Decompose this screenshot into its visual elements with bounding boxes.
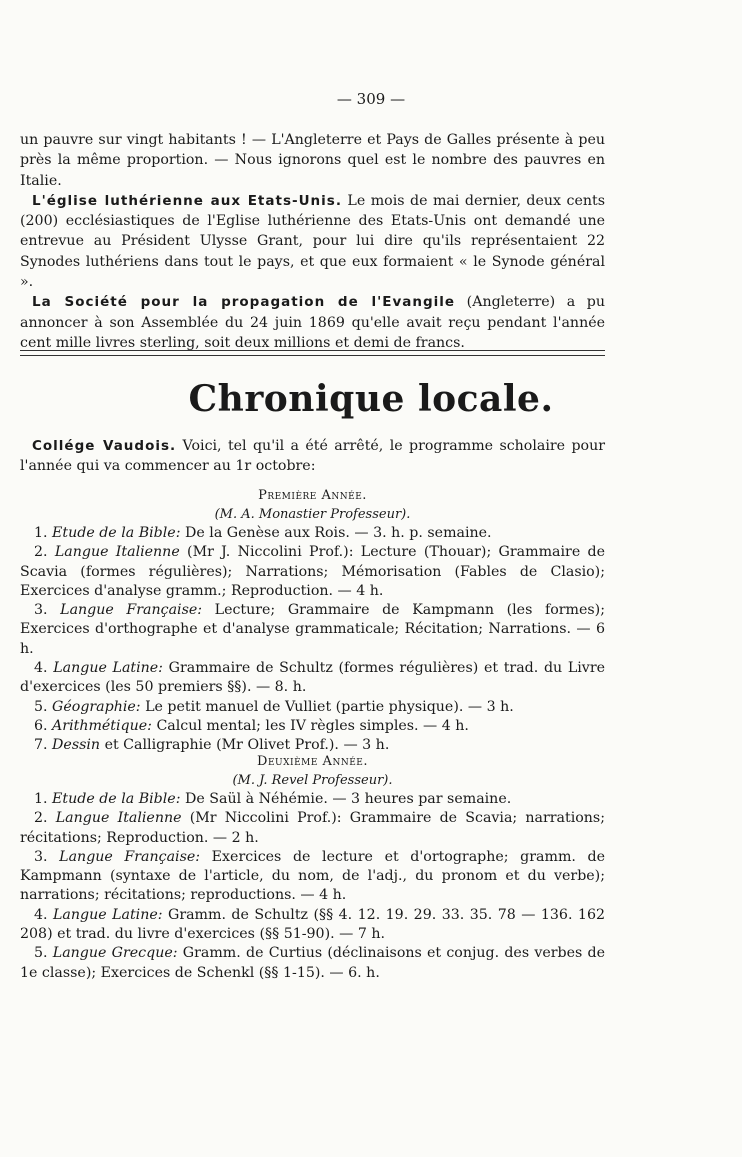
course-item xyxy=(20,601,605,659)
course-item xyxy=(20,944,605,983)
page-number: — 309 — xyxy=(336,90,406,108)
course-subject: Géographie: xyxy=(52,698,141,715)
course-subject: Langue Française: xyxy=(59,848,201,865)
course-detail: (Mr J. Niccolini Prof.): Lecture (Thouar); Grammaire de Scavia (formes régulières); Narrations; Mémorisation (Fables de Clasio); Exercices d'analyse gramm.; Reproduction. — 4 h. xyxy=(20,544,606,599)
course-detail: (Mr Niccolini Prof.): Grammaire de Scavia; narrations; récitations; Reproduction. — 2 h. xyxy=(20,810,605,846)
societe-body: (Angleterre) a pu annoncer à son Assemblée du 24 juin 1869 qu'elle avait reçu pendant l'année cent mille livres sterling, soit deux millions et demi de francs. xyxy=(20,294,605,351)
year2-section xyxy=(20,752,605,983)
course-subject: Langue Italienne xyxy=(54,544,180,561)
course-detail: Le petit manuel de Vulliet (partie physique). — 3 h. xyxy=(140,698,514,715)
college-heading: Collége Vaudois. xyxy=(32,438,177,454)
course-item xyxy=(20,906,605,945)
course-detail: Calcul mental; les IV règles simples. — 4 h. xyxy=(151,717,469,734)
course-item xyxy=(20,717,605,736)
course-detail: Grammaire de Schultz (formes régulières) et trad. du Livre d'exercices (les 50 premiers §§). — 8. h. xyxy=(20,660,605,696)
year2-list xyxy=(20,790,605,983)
course-subject: Langue Française: xyxy=(60,602,203,619)
course-number: 3. xyxy=(34,848,60,865)
course-subject: Langue Latine: xyxy=(53,660,163,677)
course-subject: Etude de la Bible: xyxy=(52,791,181,807)
course-detail: Gramm. de Curtius (déclinaisons et conjug. des verbes de 1e classe); Exercices de Schenkl (§§ 1-15). — 6. h. xyxy=(20,945,606,981)
course-item xyxy=(20,698,605,717)
course-number: 7. xyxy=(34,737,53,754)
course-number: 1. xyxy=(34,791,53,807)
course-item xyxy=(20,659,605,698)
paragraph-lutheran xyxy=(20,191,605,292)
section-title: Chronique locale. xyxy=(188,378,554,420)
divider-bottom xyxy=(20,355,605,356)
year1-section xyxy=(20,486,605,756)
paragraph-societe xyxy=(20,292,605,353)
course-number: 2. xyxy=(34,544,55,561)
societe-heading: La Société pour la propagation de l'Evangile xyxy=(32,294,456,311)
college-section xyxy=(20,436,605,477)
course-detail: Exercices de lecture et d'ortographe; gramm. de Kampmann (syntaxe de l'article, du nom, de l'adj., du pronom et du verbe); narrations; récitations; reproductions. — 4 h. xyxy=(20,848,606,904)
college-body: Voici, tel qu'il a été arrêté, le programme scholaire pour l'année qui va commencer au 1r octobre: xyxy=(20,438,605,475)
course-number: 5. xyxy=(34,945,53,962)
college-intro xyxy=(20,436,605,477)
top-news xyxy=(20,130,605,353)
course-number: 1. xyxy=(34,525,53,541)
course-item xyxy=(20,543,605,601)
course-subject: Langue Grecque: xyxy=(52,945,178,962)
course-number: 5. xyxy=(34,698,53,715)
course-number: 3. xyxy=(34,602,61,619)
course-number: 4. xyxy=(34,660,54,677)
course-number: 2. xyxy=(34,810,56,827)
course-subject: Etude de la Bible: xyxy=(52,525,181,541)
course-detail: Gramm. de Schultz (§§ 4. 12. 19. 29. 33. 35. 78 — 136. 162 208) et trad. du livre d'exercices (§§ 51-90). — 7 h. xyxy=(20,906,606,943)
paragraph-poverty: un pauvre sur vingt habitants ! — L'Angleterre et Pays de Galles présente à peu près la même proportion. — Nous ignorons quel est le nombre des pauvres en Italie. xyxy=(20,132,605,189)
course-detail: et Calligraphie (Mr Olivet Prof.). — 3 h. xyxy=(100,737,390,754)
course-detail: De la Genèse aux Rois. — 3. h. p. semaine. xyxy=(180,525,492,541)
year2-professor: (M. J. Revel Professeur). xyxy=(232,773,393,788)
course-subject: Arithmétique: xyxy=(52,717,152,734)
course-number: 4. xyxy=(34,906,53,923)
lutheran-heading: L'église luthérienne aux Etats-Unis. xyxy=(32,192,342,209)
course-detail: Lecture; Grammaire de Kampmann (les formes); Exercices d'orthographe et d'analyse grammaticale; Récitation; Narrations. — 6 h. xyxy=(20,602,605,657)
course-detail: De Saül à Néhémie. — 3 heures par semaine. xyxy=(180,791,512,807)
course-subject: Langue Latine: xyxy=(53,906,163,923)
year1-professor: (M. A. Monastier Professeur). xyxy=(214,507,411,522)
course-subject: Langue Italienne xyxy=(55,810,182,827)
course-item xyxy=(20,848,605,906)
year1-list xyxy=(20,524,605,756)
divider-top xyxy=(20,350,605,351)
course-item xyxy=(20,524,605,543)
course-subject: Dessin xyxy=(52,737,101,754)
lutheran-body: Le mois de mai dernier, deux cents (200) ecclésiastiques de l'Eglise luthérienne des Etats-Unis ont demandé une entrevue au Président Ulysse Grant, pour lui dire qu'ils représentaient 22 Synodes luthériens dans tout le pays, et que eux formaient « le Synode général ». xyxy=(20,192,605,291)
year1-heading: Première Année. xyxy=(258,488,367,503)
course-number: 6. xyxy=(34,717,53,734)
course-item xyxy=(20,809,605,848)
course-item xyxy=(20,790,605,809)
year2-heading: Deuxième Année. xyxy=(257,754,368,769)
